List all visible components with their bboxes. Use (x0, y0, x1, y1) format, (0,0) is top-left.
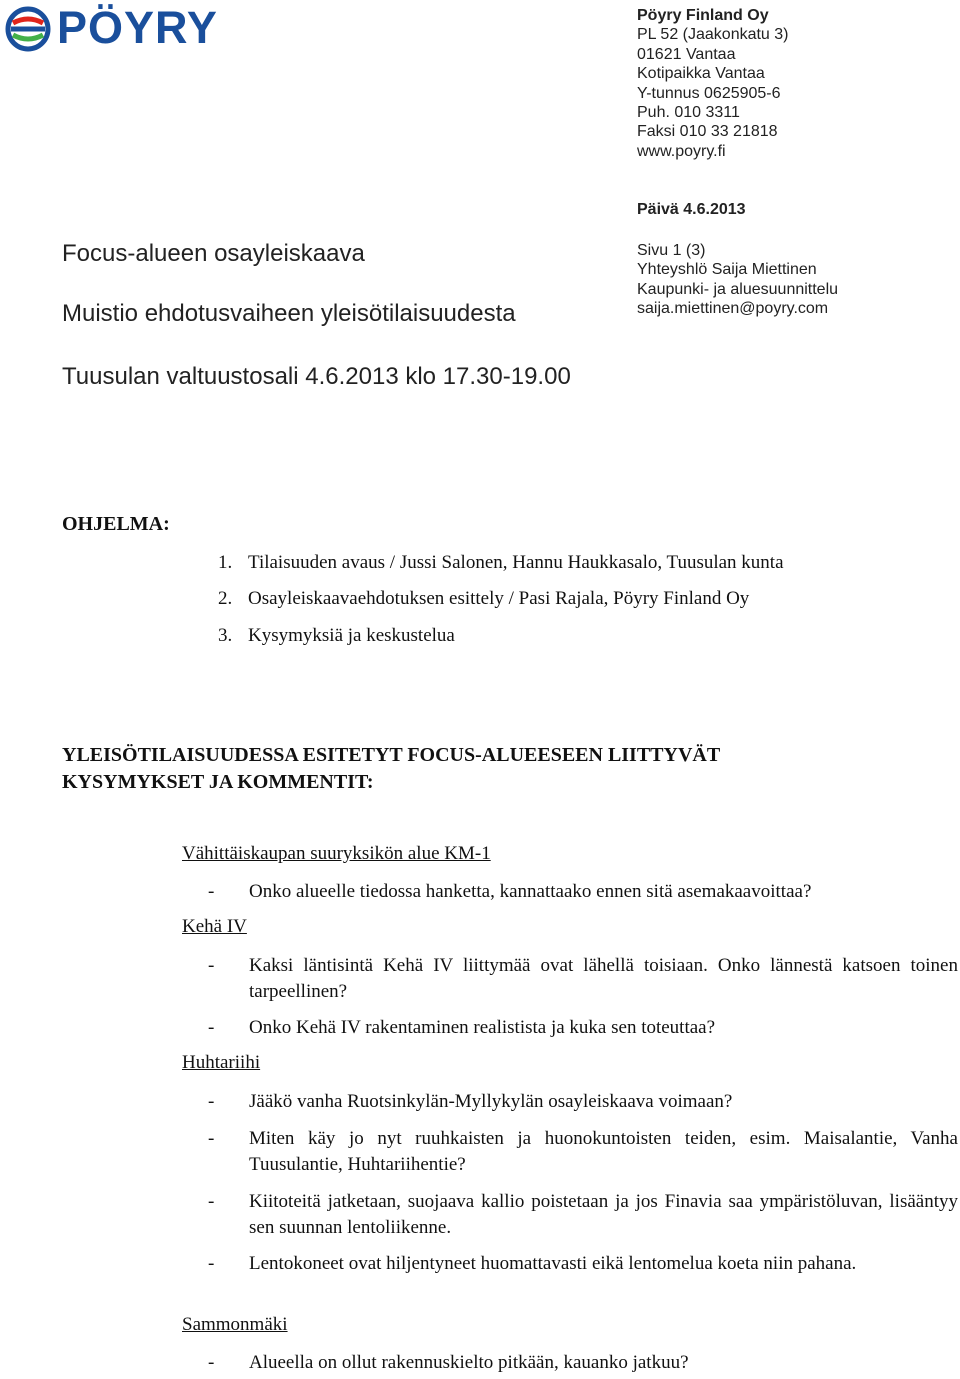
agenda-item (218, 552, 784, 574)
agenda-item-text: Osayleiskaavaehdotuksen esittely / Pasi Rajala, Pöyry Finland Oy (248, 588, 750, 609)
address-line: Y-tunnus 0625905-6 (637, 84, 781, 102)
question-item (208, 1089, 928, 1115)
document-subtitle: Muistio ehdotusvaiheen yleisötilaisuudesta (62, 300, 516, 327)
question-item (208, 1251, 958, 1277)
address-line: PL 52 (Jaakonkatu 3) (637, 26, 789, 44)
question-item (208, 1189, 958, 1241)
bullet-dash: - (208, 1253, 215, 1274)
agenda-item-text: Tilaisuuden avaus / Jussi Salonen, Hannu Haukkasalo, Tuusulan kunta (248, 552, 784, 573)
bullet-dash: - (208, 955, 215, 976)
topic-title: Vähittäiskaupan suuryksikön alue KM-1 (182, 843, 491, 864)
poyry-logo (5, 2, 247, 53)
document-title: Focus-alueen osayleiskaava (62, 240, 365, 267)
document-date: Päivä 4.6.2013 (637, 201, 746, 218)
contact-email[interactable]: saija.miettinen@poyry.com (637, 300, 829, 318)
bullet-dash: - (208, 1191, 215, 1212)
questions-heading: YLEISÖTILAISUUDESSA ESITETYT FOCUS-ALUEESEEN LIITTYVÄT KYSYMYKSET JA KOMMENTIT: (62, 744, 720, 793)
contact-person: Yhteyshlö Saija Miettinen (637, 261, 817, 279)
question-text: Miten käy jo nyt ruuhkaisten ja huonokuntoisten teiden, esim. Maisalantie, Vanha Tuusulantie, Huhtariihentie? (249, 1128, 958, 1175)
address-line: 01621 Vantaa (637, 45, 736, 63)
bullet-dash: - (208, 881, 215, 902)
address-line: Puh. 010 3311 (637, 104, 740, 122)
question-text: Jääkö vanha Ruotsinkylän-Myllykylän osayleiskaava voimaan? (249, 1091, 733, 1112)
question-text: Alueella on ollut rakennuskielto pitkään, kauanko jatkuu? (249, 1352, 689, 1373)
website-link[interactable]: www.poyry.fi (637, 142, 726, 160)
question-text: Onko alueelle tiedossa hanketta, kannattaako ennen sitä asemakaavoittaa? (249, 881, 812, 902)
topic-title: Kehä IV (182, 916, 247, 937)
bullet-dash: - (208, 1091, 215, 1112)
question-text: Kaksi läntisintä Kehä IV liittymää ovat lähellä toisiaan. Onko lännestä katsoen toinen tarpeellinen? (249, 955, 958, 1002)
company-name: Pöyry Finland Oy (637, 7, 769, 24)
agenda-item-number: 1. (218, 552, 233, 573)
bullet-dash: - (208, 1352, 215, 1373)
company-info (637, 6, 789, 161)
question-item (208, 953, 958, 1005)
bullet-dash: - (208, 1128, 215, 1149)
agenda-item-number: 2. (218, 588, 233, 609)
agenda-item-text: Kysymyksiä ja keskustelua (248, 625, 455, 646)
address-line: Kotipaikka Vantaa (637, 65, 765, 83)
meeting-venue: Tuusulan valtuustosali 4.6.2013 klo 17.30-19.00 (62, 363, 571, 390)
question-text: Lentokoneet ovat hiljentyneet huomattavasti eikä lentomelua koeta niin pahana. (249, 1253, 857, 1274)
topic-title: Huhtariihi (182, 1052, 261, 1073)
bullet-dash: - (208, 1017, 215, 1038)
agenda-heading: OHJELMA: (62, 513, 170, 535)
agenda-item (218, 625, 455, 647)
agenda-item (218, 588, 749, 610)
address-line: Faksi 010 33 21818 (637, 123, 778, 141)
question-item (208, 1350, 928, 1376)
question-text: Onko Kehä IV rakentaminen realistista ja kuka sen toteuttaa? (249, 1017, 716, 1038)
question-item (208, 1126, 958, 1178)
agenda-item-number: 3. (218, 625, 233, 646)
question-text: Kiitoteitä jatketaan, suojaava kallio poistetaan ja jos Finavia saa ympäristöluvan, lisääntyy sen suunnan lentoliikenne. (249, 1191, 958, 1238)
question-item (208, 879, 928, 905)
page-number: Sivu 1 (3) (637, 242, 706, 259)
logo-wordmark: PÖYRY (57, 2, 218, 53)
question-item (208, 1015, 928, 1041)
contact-info (637, 241, 838, 319)
topic-title: Sammonmäki (182, 1314, 288, 1335)
contact-department: Kaupunki- ja aluesuunnittelu (637, 280, 839, 298)
